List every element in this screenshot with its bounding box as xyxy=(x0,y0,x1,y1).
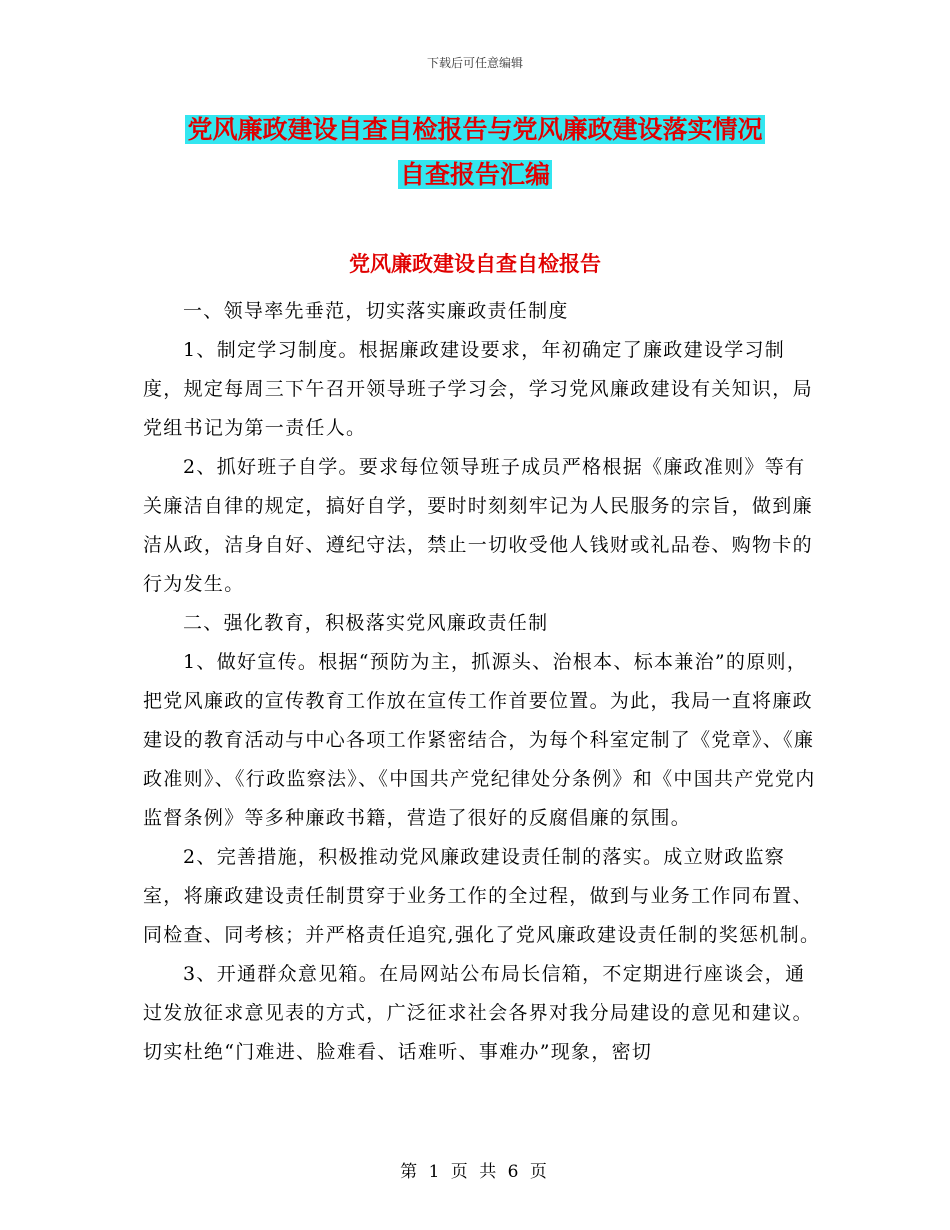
heading-two: 二、强化教育，积极落实党风廉政责任制 xyxy=(183,612,549,634)
paragraph-publicity: 1、做好宣传。根据“预防为主，抓源头、治根本、标本兼治”的原则，把党风廉政的宣传教育工作放在宣传工作首要位置。为此，我局一直将廉政建设的教育活动与中心各项工作紧密结合，为每个科室定制了《党章》、《廉政准则》、《行政监察法》、《中国共产党纪律处分条例》和《中国共产党党内监督条例》等多种廉政书籍，营造了很好的反腐倡廉的氛围。 xyxy=(143,651,816,829)
document-title-line-1-text: 党风廉政建设自查自检报告与党风廉政建设落实情况 xyxy=(187,115,763,144)
section-title: 党风廉政建设自查自检报告 xyxy=(349,252,601,276)
document-title-line-1 xyxy=(0,113,950,147)
paragraph-self-study: 2、抓好班子自学。要求每位领导班子成员严格根据《廉政准则》等有关廉洁自律的规定，搞好自学，要时时刻刻牢记为人民服务的宗旨，做到廉洁从政，洁身自好、遵纪守法，禁止一切收受他人钱财或礼品卷、购物卡的行为发生。 xyxy=(143,456,813,595)
paragraph-study-system: 1、制定学习制度。根据廉政建设要求，年初确定了廉政建设学习制度，规定每周三下午召开领导班子学习会，学习党风廉政建设有关知识，局党组书记为第一责任人。 xyxy=(143,339,813,439)
document-body xyxy=(143,292,823,1072)
paragraph-opinion-box: 3、开通群众意见箱。在局网站公布局长信箱，不定期进行座谈会，通过发放征求意见表的方式，广泛征求社会各界对我分局建设的意见和建议。切实杜绝“门难进、脸难看、话难听、事难办”现象，密切 xyxy=(143,963,813,1063)
paragraph-measures: 2、完善措施，积极推动党风廉政建设责任制的落实。成立财政监察室，将廉政建设责任制贯穿于业务工作的全过程，做到与业务工作同布置、同检查、同考核；并严格责任追究,强化了党风廉政建设责任制的奖惩机制。 xyxy=(143,846,821,946)
header-note: 下载后可任意编辑 xyxy=(426,56,523,70)
page-footer: 第 1 页 共 6 页 xyxy=(400,1162,550,1182)
document-title-line-2 xyxy=(0,158,950,192)
heading-one: 一、领导率先垂范，切实落实廉政责任制度 xyxy=(183,300,569,322)
document-title-line-2-text: 自查报告汇编 xyxy=(399,160,550,189)
